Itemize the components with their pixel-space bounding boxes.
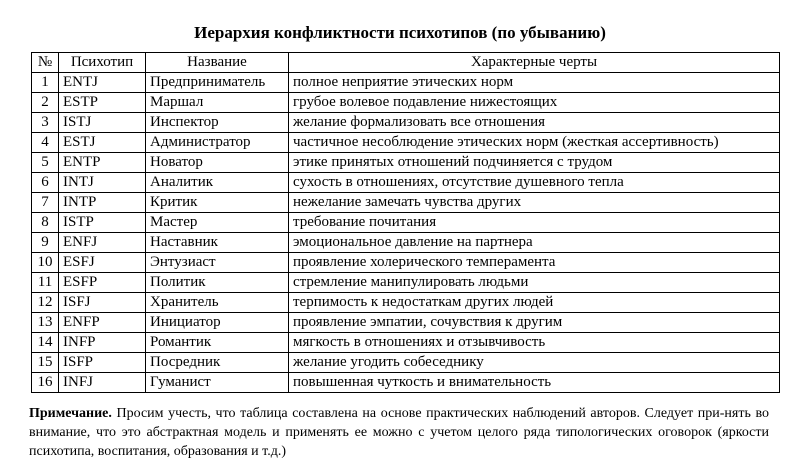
cell-name: Аналитик bbox=[146, 173, 289, 193]
cell-psychotype: ESTP bbox=[59, 93, 146, 113]
table-row bbox=[32, 333, 780, 353]
cell-number: 6 bbox=[32, 173, 59, 193]
cell-traits: эмоциональное давление на партнера bbox=[289, 233, 780, 253]
table-row bbox=[32, 253, 780, 273]
cell-psychotype: ISTJ bbox=[59, 113, 146, 133]
cell-number: 1 bbox=[32, 73, 59, 93]
table-header-row bbox=[32, 53, 780, 73]
cell-name: Политик bbox=[146, 273, 289, 293]
cell-name: Предприниматель bbox=[146, 73, 289, 93]
table-row bbox=[32, 233, 780, 253]
cell-name: Гуманист bbox=[146, 373, 289, 393]
table-row bbox=[32, 293, 780, 313]
cell-number: 13 bbox=[32, 313, 59, 333]
cell-number: 9 bbox=[32, 233, 59, 253]
cell-traits: стремление манипулировать людьми bbox=[289, 273, 780, 293]
cell-psychotype: ENTP bbox=[59, 153, 146, 173]
table-row bbox=[32, 353, 780, 373]
header-name: Название bbox=[146, 53, 289, 73]
cell-number: 3 bbox=[32, 113, 59, 133]
cell-traits: частичное несоблюдение этических норм (жесткая ассертивность) bbox=[289, 133, 780, 153]
header-traits: Характерные черты bbox=[289, 53, 780, 73]
cell-psychotype: ENTJ bbox=[59, 73, 146, 93]
document-title: Иерархия конфликтности психотипов (по убыванию) bbox=[194, 23, 606, 42]
cell-name: Новатор bbox=[146, 153, 289, 173]
cell-name: Маршал bbox=[146, 93, 289, 113]
table-row bbox=[32, 373, 780, 393]
table-body bbox=[32, 73, 780, 393]
table-row bbox=[32, 73, 780, 93]
cell-name: Инспектор bbox=[146, 113, 289, 133]
cell-traits: мягкость в отношениях и отзывчивость bbox=[289, 333, 780, 353]
cell-name: Администратор bbox=[146, 133, 289, 153]
cell-number: 7 bbox=[32, 193, 59, 213]
cell-number: 2 bbox=[32, 93, 59, 113]
cell-psychotype: ENFP bbox=[59, 313, 146, 333]
cell-name: Посредник bbox=[146, 353, 289, 373]
cell-number: 14 bbox=[32, 333, 59, 353]
cell-psychotype: ISFP bbox=[59, 353, 146, 373]
cell-traits: сухость в отношениях, отсутствие душевного тепла bbox=[289, 173, 780, 193]
cell-psychotype: ISFJ bbox=[59, 293, 146, 313]
table-row bbox=[32, 93, 780, 113]
cell-psychotype: ISTP bbox=[59, 213, 146, 233]
cell-traits: желание формализовать все отношения bbox=[289, 113, 780, 133]
cell-traits: требование почитания bbox=[289, 213, 780, 233]
cell-psychotype: INFP bbox=[59, 333, 146, 353]
cell-psychotype: ESTJ bbox=[59, 133, 146, 153]
cell-psychotype: ESFJ bbox=[59, 253, 146, 273]
cell-psychotype: ESFP bbox=[59, 273, 146, 293]
cell-name: Романтик bbox=[146, 333, 289, 353]
cell-psychotype: INTJ bbox=[59, 173, 146, 193]
cell-number: 4 bbox=[32, 133, 59, 153]
cell-traits: нежелание замечать чувства других bbox=[289, 193, 780, 213]
table-row bbox=[32, 153, 780, 173]
cell-traits: проявление эмпатии, сочувствия к другим bbox=[289, 313, 780, 333]
cell-name: Наставник bbox=[146, 233, 289, 253]
cell-traits: желание угодить собеседнику bbox=[289, 353, 780, 373]
footnote-label: Примечание. bbox=[29, 406, 112, 421]
cell-number: 15 bbox=[32, 353, 59, 373]
cell-name: Критик bbox=[146, 193, 289, 213]
cell-name: Хранитель bbox=[146, 293, 289, 313]
footnote-text: Просим учесть, что таблица составлена на основе практических наблюдений авторов. Следует при-нять во внимание, что это абстрактная модель и применять ее можно с учетом целого ряда типологических оговорок (яркости психотипа, воспитания, образования и т.д.) bbox=[29, 406, 769, 459]
cell-name: Мастер bbox=[146, 213, 289, 233]
cell-psychotype: INFJ bbox=[59, 373, 146, 393]
table-row bbox=[32, 133, 780, 153]
cell-traits: грубое волевое подавление нижестоящих bbox=[289, 93, 780, 113]
header-number: № bbox=[32, 53, 59, 73]
table-row bbox=[32, 273, 780, 293]
cell-traits: этике принятых отношений подчиняется с трудом bbox=[289, 153, 780, 173]
psychotype-table bbox=[31, 52, 780, 393]
cell-number: 11 bbox=[32, 273, 59, 293]
table-row bbox=[32, 313, 780, 333]
header-psychotype: Психотип bbox=[59, 53, 146, 73]
cell-number: 5 bbox=[32, 153, 59, 173]
cell-psychotype: ENFJ bbox=[59, 233, 146, 253]
cell-traits: проявление холерического темперамента bbox=[289, 253, 780, 273]
cell-number: 8 bbox=[32, 213, 59, 233]
cell-name: Энтузиаст bbox=[146, 253, 289, 273]
table-row bbox=[32, 213, 780, 233]
footnote bbox=[29, 404, 769, 461]
cell-name: Инициатор bbox=[146, 313, 289, 333]
cell-psychotype: INTP bbox=[59, 193, 146, 213]
cell-number: 12 bbox=[32, 293, 59, 313]
cell-number: 10 bbox=[32, 253, 59, 273]
cell-traits: полное неприятие этических норм bbox=[289, 73, 780, 93]
cell-number: 16 bbox=[32, 373, 59, 393]
table-row bbox=[32, 193, 780, 213]
table-row bbox=[32, 173, 780, 193]
cell-traits: повышенная чуткость и внимательность bbox=[289, 373, 780, 393]
cell-traits: терпимость к недостаткам других людей bbox=[289, 293, 780, 313]
table-row bbox=[32, 113, 780, 133]
